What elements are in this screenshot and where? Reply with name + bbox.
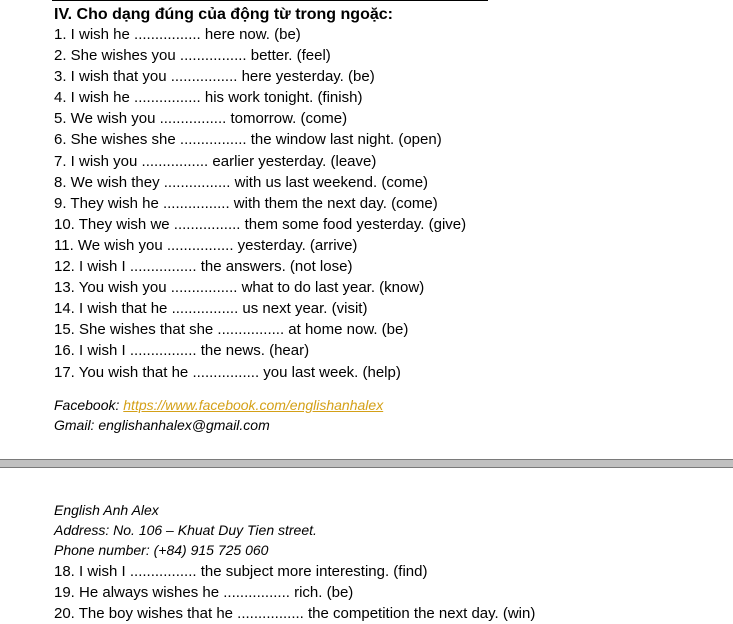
exercise-item: 18. I wish I ................ the subject more interesting. (find)	[54, 563, 428, 580]
page-divider	[0, 459, 733, 468]
exercise-item: 17. You wish that he ................ you last week. (help)	[54, 363, 401, 381]
exercise-list	[54, 24, 466, 383]
footer-info	[54, 500, 317, 560]
footer-phone: Phone number: (+84) 915 725 060	[54, 542, 269, 558]
exercise-item: 16. I wish I ................ the news. (hear)	[54, 342, 310, 360]
exercise-item: 19. He always wishes he ................ rich. (be)	[54, 584, 354, 601]
exercise-item: 6. She wishes she ................ the window last night. (open)	[54, 131, 442, 149]
exercise-item: 8. We wish they ................ with us last weekend. (come)	[54, 173, 429, 191]
exercise-item: 13. You wish you ................ what to do last year. (know)	[54, 279, 425, 297]
exercise-item: 12. I wish I ................ the answers. (not lose)	[54, 258, 353, 276]
exercise-item: 14. I wish that he ................ us next year. (visit)	[54, 300, 368, 318]
exercise-item: 7. I wish you ................ earlier yesterday. (leave)	[54, 152, 377, 170]
footer-address: Address: No. 106 – Khuat Duy Tien street.	[54, 522, 317, 538]
exercise-item: 3. I wish that you ................ here yesterday. (be)	[54, 68, 375, 86]
top-rule	[52, 0, 488, 1]
gmail-line: Gmail: englishanhalex@gmail.com	[54, 417, 270, 433]
exercise-item: 20. The boy wishes that he ................ the competition the next day. (win)	[54, 605, 536, 622]
exercise-item: 11. We wish you ................ yesterday. (arrive)	[54, 236, 358, 254]
exercise-item: 15. She wishes that she ................ at home now. (be)	[54, 321, 409, 339]
exercise-item: 2. She wishes you ................ better. (feel)	[54, 47, 331, 65]
facebook-label: Facebook:	[54, 397, 120, 413]
exercise-item: 9. They wish he ................ with them the next day. (come)	[54, 194, 438, 212]
section-heading: IV. Cho dạng đúng của động từ trong ngoặc:	[54, 6, 393, 23]
exercise-list-continued	[54, 561, 535, 624]
facebook-line	[54, 395, 383, 415]
exercise-item: 5. We wish you ................ tomorrow. (come)	[54, 110, 348, 128]
footer-name: English Anh Alex	[54, 502, 159, 518]
facebook-link[interactable]: https://www.facebook.com/englishanhalex	[123, 397, 384, 413]
exercise-item: 1. I wish he ................ here now. (be)	[54, 26, 301, 43]
exercise-item: 10. They wish we ................ them some food yesterday. (give)	[54, 215, 467, 233]
exercise-item: 4. I wish he ................ his work tonight. (finish)	[54, 89, 363, 107]
